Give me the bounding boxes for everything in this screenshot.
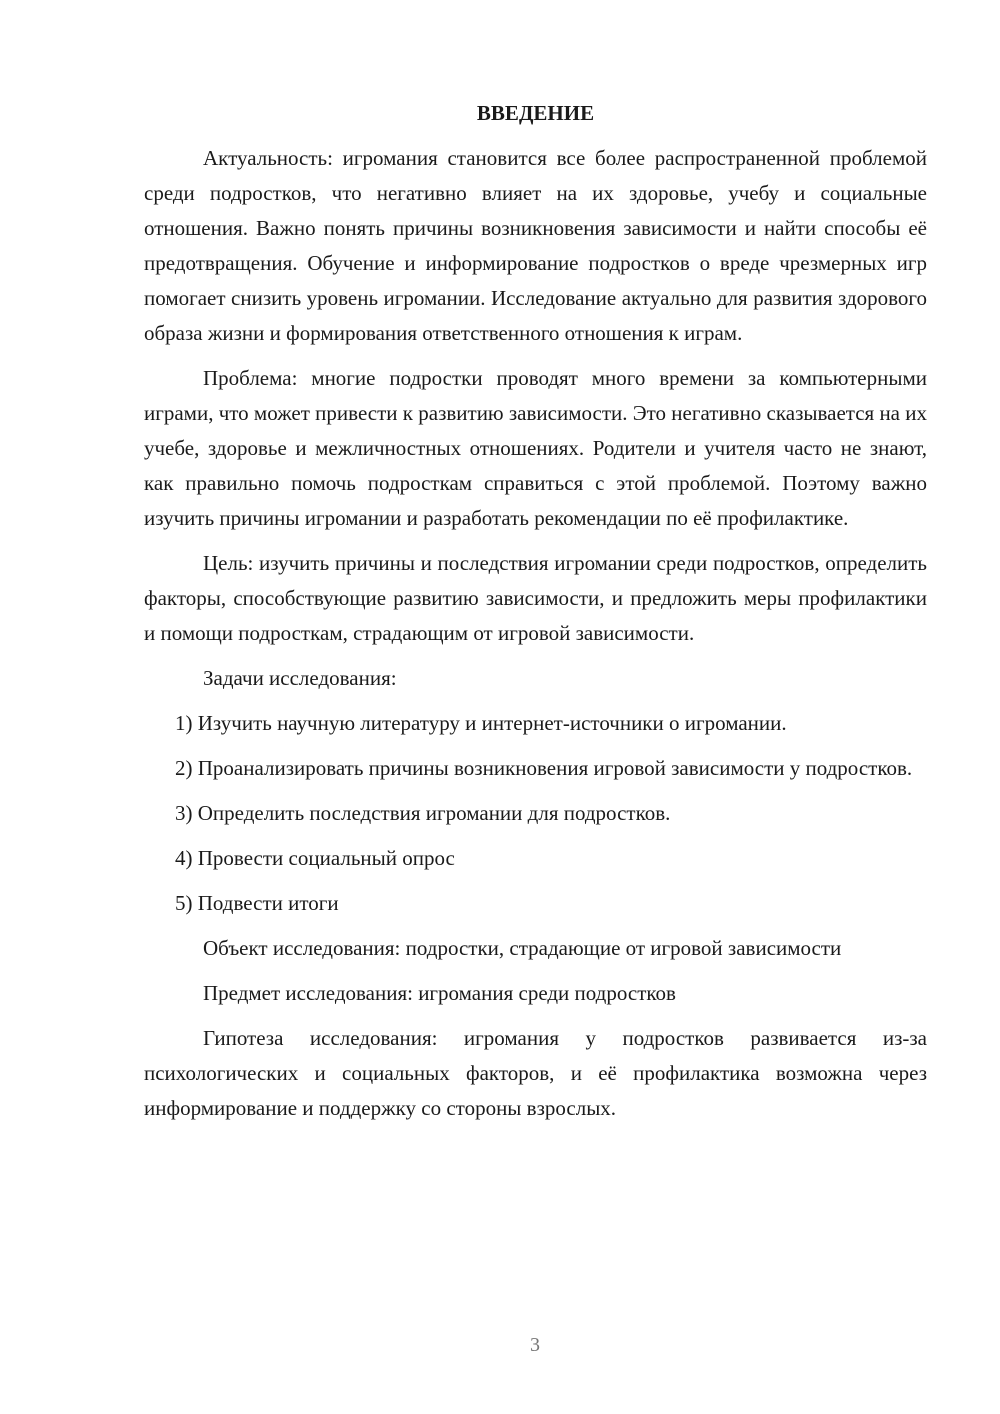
- paragraph-relevance: Актуальность: игромания становится все более распространенной проблемой среди подростков, что негативно влияет на их здоровье, учебу и социальные отношения. Важно понять причины возникновения зависимости и найти способы её предотвращения. Обучение и информирование подростков о вреде чрезмерных игр помогает снизить уровень игромании. Исследование актуально для развития здорового образа жизни и формирования ответственного отношения к играм.: [144, 146, 927, 345]
- task-item: 5) Подвести итоги: [175, 891, 339, 915]
- paragraph-object: Объект исследования: подростки, страдающие от игровой зависимости: [203, 936, 842, 960]
- paragraph-subject: Предмет исследования: игромания среди подростков: [203, 981, 676, 1005]
- paragraph-hypothesis: Гипотеза исследования: игромания у подростков развивается из-за психологических и социальных факторов, и её профилактика возможна через информирование и поддержку со стороны взрослых.: [144, 1026, 927, 1120]
- page-number: 3: [530, 1334, 540, 1356]
- paragraph-problem: Проблема: многие подростки проводят много времени за компьютерными играми, что может привести к развитию зависимости. Это негативно сказывается на их учебе, здоровье и межличностных отношениях. Родители и учителя часто не знают, как правильно помочь подросткам справиться с этой проблемой. Поэтому важно изучить причины игромании и разработать рекомендации по её профилактике.: [144, 366, 927, 530]
- task-item: 3) Определить последствия игромании для подростков.: [175, 801, 671, 825]
- task-item: 2) Проанализировать причины возникновения игровой зависимости у подростков.: [175, 756, 913, 780]
- page-title: ВВЕДЕНИЕ: [476, 101, 595, 125]
- task-item: 4) Провести социальный опрос: [175, 846, 455, 870]
- tasks-list: [144, 706, 927, 921]
- page-content: [144, 96, 927, 1136]
- task-item: 1) Изучить научную литературу и интернет-источники о игромании.: [175, 711, 787, 735]
- paragraph-goal: Цель: изучить причины и последствия игромании среди подростков, определить факторы, способствующие развитию зависимости, и предложить меры профилактики и помощи подросткам, страдающим от игровой зависимости.: [144, 551, 927, 645]
- tasks-heading: Задачи исследования:: [203, 666, 397, 690]
